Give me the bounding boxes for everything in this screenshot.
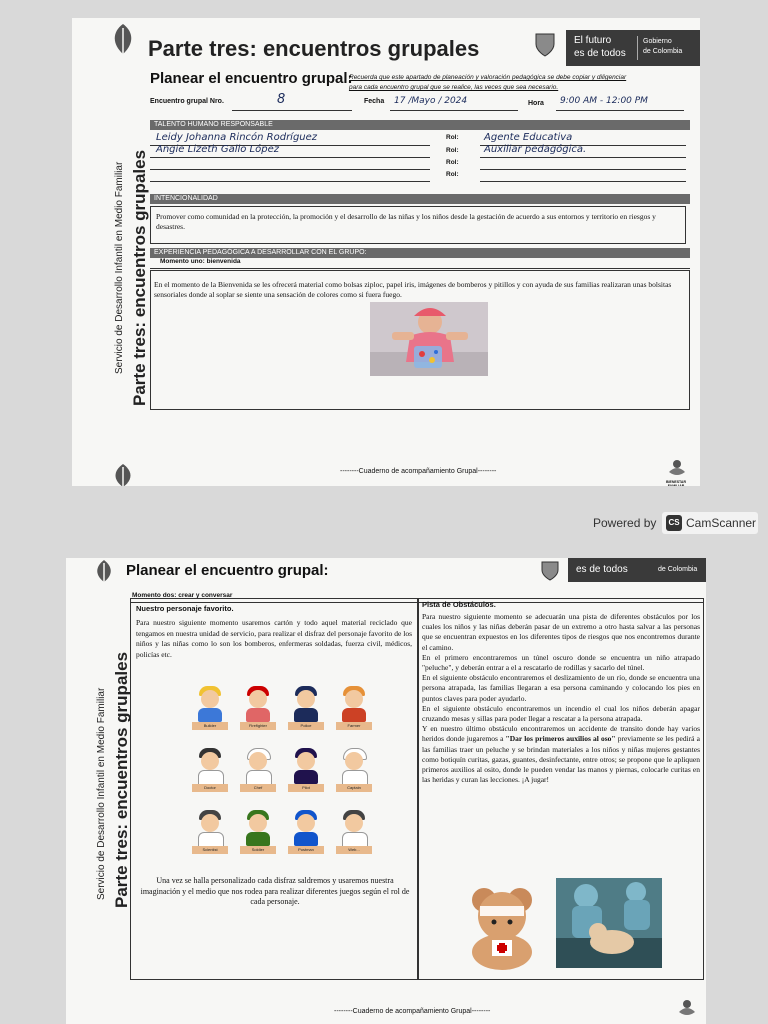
camscanner-badge	[662, 512, 758, 534]
brand-divider	[637, 36, 638, 60]
left-heading: Nuestro personaje favorito.	[136, 604, 234, 613]
brand-line1: El futuro	[574, 35, 612, 46]
plan-note-1: Recuerda que este apartado de planeación y valoración pedagógica se debe copiar y diligenciar	[349, 74, 627, 81]
character-doctor	[192, 748, 228, 792]
teddy-bear-image	[456, 880, 548, 970]
right-p5-end: previamente se les pedirá a las familias traer un peluche y se brindan materiales a los niños y niñas mujeres gestantes como botiquín curitas, gazas, guantes, desinfectante, entre otros; se propone que le apliquen primeros auxilios al osito, donde le pueden vendar las manos y piernas, colocarle curitas en las heridas y curan las lecciones. ¡A jugar!	[422, 734, 700, 785]
experiencia-heading: EXPERIENCIA PEDAGÓGICA A DESARROLLAR CON EL GRUPO:	[150, 248, 690, 258]
character-label: Scientist	[192, 846, 228, 854]
character-label: Firefighter	[240, 722, 276, 730]
encuentro-value: 8	[277, 92, 286, 107]
brand-line2: es de todos	[576, 564, 628, 575]
plan-note-2: para cada encuentro grupal que se realice, las veces que sea necesario.	[349, 84, 559, 91]
footer-text: --------Cuaderno de acompañamiento Grupal--------	[334, 1008, 491, 1015]
shield-icon	[534, 32, 556, 58]
intencionalidad-heading: INTENCIONALIDAD	[150, 194, 690, 204]
person-name: Leidy Johanna Rincón Rodríguez	[156, 132, 318, 143]
hora-underline	[556, 110, 684, 111]
plan-title: Planear el encuentro grupal:	[126, 562, 329, 579]
character-label: Postman	[288, 846, 324, 854]
characters-grid	[192, 686, 382, 866]
page-2	[66, 558, 706, 1024]
person-name: Angie Lizeth Gallo López	[156, 144, 279, 155]
camscanner-label: CamScanner	[686, 516, 757, 530]
rol-label: Rol:	[446, 159, 459, 166]
hora-label: Hora	[528, 100, 544, 107]
page-1	[72, 18, 700, 486]
right-paragraph-3: En el siguiente obstáculo encontraremos el deslizamiento de un río, donde se encuentra una persona atrapada, las familias llegaran a esa persona caminando y colocando los pies en puntos claves para poder ayudarlo.	[422, 673, 700, 703]
bienestar-label: BIENESTAR FAMILIAR	[666, 480, 686, 486]
rol-label: Rol:	[446, 134, 459, 141]
intencionalidad-text: Promover como comunidad en la protección, la promoción y el desarrollo de las niñas y los niños desde la gestación de acuerdo a sus entornos y territorio en riesgos y desastres.	[156, 212, 656, 231]
side-label-small: Servicio de Desarrollo Infantil en Medio Familiar	[96, 687, 107, 900]
character-firefighter	[240, 686, 276, 730]
character-soldier	[240, 810, 276, 854]
row-line	[480, 169, 686, 170]
character-label: Police	[288, 722, 324, 730]
row-line	[150, 181, 430, 182]
camscanner-logo-icon: CS	[666, 515, 682, 531]
gov-line2: de Colombia	[643, 48, 683, 55]
shield-icon	[540, 560, 560, 582]
character-builder	[192, 686, 228, 730]
character-label: Pilot	[288, 784, 324, 792]
character-chef	[240, 748, 276, 792]
momento-dos: Momento dos: crear y conversar	[132, 592, 233, 599]
rol-value: Agente Educativa	[484, 132, 573, 143]
brand-line2: es de todos	[574, 48, 626, 59]
powered-by: Powered by	[593, 516, 657, 530]
character-captain	[336, 748, 372, 792]
right-paragraph-4: En el siguiente obstáculo encontraremos un incendio el cual los niños deberán apagar cruzando mesas y sillas para poder llegar a rescatar a la persona atrapada.	[422, 703, 700, 724]
right-p5-bold: "Dar los primeros auxilios al oso"	[505, 734, 616, 744]
character-label: Doctor	[192, 784, 228, 792]
leaf-icon	[108, 20, 138, 60]
child-photo	[370, 302, 488, 376]
plan-title: Planear el encuentro grupal:	[150, 70, 353, 87]
character-web	[336, 810, 372, 854]
character-label: Soldier	[240, 846, 276, 854]
right-paragraph-5	[422, 724, 700, 785]
rol-label: Rol:	[446, 147, 459, 154]
fecha-underline	[390, 110, 518, 111]
side-label-big: Parte tres: encuentros grupales	[112, 651, 131, 908]
fecha-label: Fecha	[364, 98, 385, 105]
rol-label: Rol:	[446, 171, 459, 178]
momento-underline	[150, 268, 690, 269]
leaf-icon	[110, 462, 136, 486]
momento-uno: Momento uno: bienvenida	[160, 258, 241, 265]
hora-value: 9:00 AM - 12:00 PM	[560, 96, 648, 106]
encuentro-underline	[232, 110, 352, 111]
side-label-small: Servicio de Desarrollo Infantil en Medio Familiar	[114, 161, 125, 374]
character-label: Builder	[192, 722, 228, 730]
gov-line1: Gobierno	[643, 38, 672, 45]
row-line	[480, 157, 686, 158]
people-list	[150, 132, 690, 188]
character-label: Web...	[336, 846, 372, 854]
encuentro-label: Encuentro grupal Nro.	[150, 98, 224, 105]
character-scientist	[192, 810, 228, 854]
row-line	[150, 169, 430, 170]
brand-block	[568, 558, 706, 582]
row-line	[480, 181, 686, 182]
header-title: Parte tres: encuentros grupales	[148, 36, 480, 61]
surgery-photo	[556, 878, 662, 968]
side-label-big: Parte tres: encuentros grupales	[130, 149, 149, 406]
character-pilot	[288, 748, 324, 792]
footer-text: --------Cuaderno de acompañamiento Grupal--------	[340, 468, 497, 475]
character-label: Captain	[336, 784, 372, 792]
character-postman	[288, 810, 324, 854]
right-text	[422, 612, 700, 785]
fecha-value: 17 /Mayo / 2024	[394, 96, 468, 106]
character-label: Farmer	[336, 722, 372, 730]
bienestar-logo-icon	[664, 458, 690, 482]
bienestar-logo-icon	[676, 998, 698, 1020]
right-paragraph-2: En el primero encontraremos un túnel oscuro donde se encuentra un niño atrapado "peluche", y deberán entrar a el a rescatarlo de rodillas y sacarlo del túnel.	[422, 652, 700, 673]
brand-block	[566, 30, 700, 66]
talento-heading: TALENTO HUMANO RESPONSABLE	[150, 120, 690, 130]
character-farmer	[336, 686, 372, 730]
bienvenida-text: En el momento de la Bienvenida se les ofrecerá material como bolsas ziploc, papel iris, imágenes de bomberos y pitillos y con ayuda de sus familias realizaran unas bolsitas sensoriales donde al soplar se siente una sensación de colores como si fuera fuego.	[154, 280, 672, 299]
row-line	[150, 157, 430, 158]
rol-value: Auxiliar pedagógica.	[484, 144, 587, 155]
gov-line2: de Colombia	[658, 566, 698, 573]
right-heading: Pista de Obstáculos.	[422, 600, 496, 609]
right-p5-start: Y en nuestro último obstáculo encontraremos un accidente de transito donde hay varios heridos donde jugaremos a	[422, 724, 700, 744]
character-label: Chef	[240, 784, 276, 792]
character-police	[288, 686, 324, 730]
right-paragraph-1: Para nuestro siguiente momento se adecuarán una pista de diferentes obstáculos por los cuales los niños y las niñas deberán pasar de un extremo a otro hasta salvar a las personas que se encuentran expuestos en los diferentes tipos de riesgos que nos encontremos durante el camino.	[422, 612, 700, 652]
left-closing: Una vez se halla personalizado cada disfraz saldremos y usaremos nuestra imaginación y el medio que nos rodea para realizar diferentes juegos según el rol de cada personaje.	[140, 876, 410, 906]
leaf-icon	[92, 558, 116, 584]
left-text: Para nuestro siguiente momento usaremos cartón y todo aquel material reciclado que tengamos en nuestra unidad de servicio, para realizar el disfraz del personaje favorito de los niños y las niñas como lo son los bomberos, enfermeras soldadas, fuerza civil, médicos, policías etc.	[136, 618, 412, 659]
